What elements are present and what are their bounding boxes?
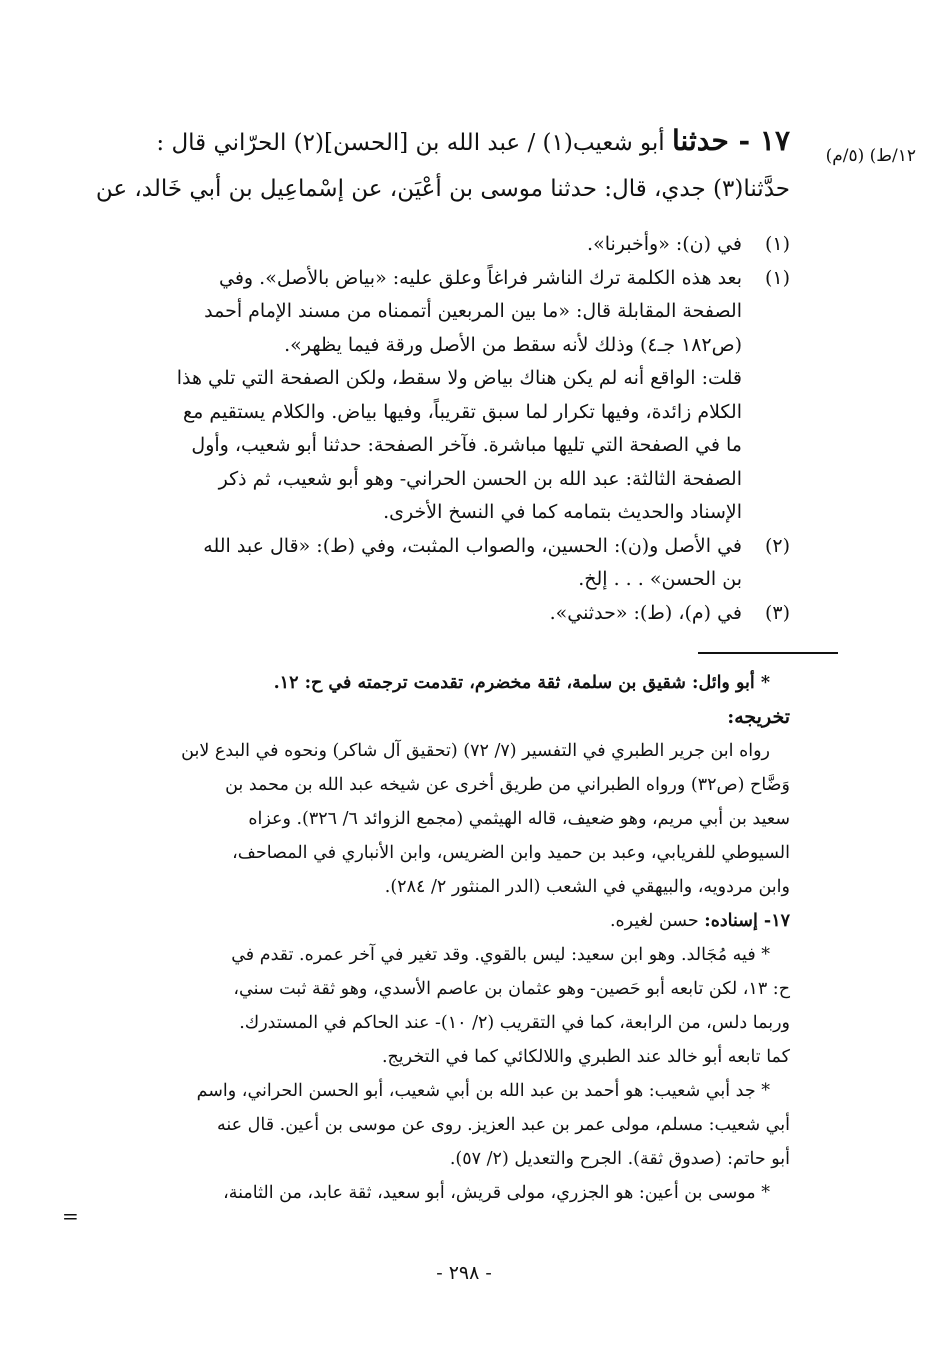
footnote-marker: (١)	[764, 266, 790, 289]
continuation-mark: =	[62, 1204, 79, 1228]
footnote-line: الكلام زائدة، وفيها تكرار لما سبق تقريباً، وفيها بياض. والكلام يستقيم مع	[183, 400, 742, 423]
hadith-line-1	[90, 118, 790, 166]
footnote-line: الصفحة الثالثة: عبد الله بن الحسن الحراني- وهو أبو شعيب، ثم ذكر	[218, 467, 742, 490]
takhrij-line: السيوطي للفريابي، وعبد بن حميد وابن الضريس، وابن الأنباري في المصاحف،	[232, 843, 790, 863]
footnote	[90, 262, 790, 530]
footnote-line: بن الحسن» . . . إلخ.	[578, 568, 742, 590]
footnote-line: في (ن): «وأخبرنا».	[587, 233, 742, 255]
footnote	[90, 597, 790, 631]
hadith-number: ١٧ - حدثنا	[672, 124, 790, 157]
footnote-line: الصفحة المقابلة قال: «ما بين المربعين أتممناه من مسند الإمام أحمد	[204, 300, 742, 322]
hadith-line-2: حدَّثنا(٣) جدي، قال: حدثنا موسى بن أعْيَن، عن إسْماعِيل بن أبي خَالد، عن	[95, 176, 790, 202]
isnad-grade: حسن لغيره.	[609, 911, 705, 931]
narrator-note-line: وربما دلس، من الرابعة، كما في التقريب (٢/ ١٠)- عند الحاكم في المستدرك.	[239, 1013, 790, 1033]
footnote-marker: (٢)	[764, 534, 790, 557]
section-divider	[698, 652, 838, 654]
hadith-line-1-text: أبو شعيب(١) / عبد الله بن [الحسن](٢) الحرّاني قال :	[156, 130, 665, 156]
footnote-line: ما في الصفحة التي تليها مباشرة. فآخر الصفحة: حدثنا أبو شعيب، وأول	[191, 434, 742, 456]
isnad-line	[90, 904, 790, 938]
footnote-line: في (م)، (ط): «حدثني».	[549, 601, 742, 624]
footnote-marker: (٣)	[764, 601, 790, 624]
takhrij-heading: تخريجه:	[727, 706, 790, 728]
footnote-line: قلت: الواقع أنه لم يكن هناك بياض ولا سقط، ولكن الصفحة التي تلي هذا	[176, 367, 742, 389]
narrator-note-line: أبو حاتم: (صدوق ثقة). الجرح والتعديل (٢/ ٥٧).	[449, 1149, 790, 1169]
takhrij-line: وَضَّاح (ص٣٢) ورواه الطبراني من طريق أخرى عن شيخه عبد الله بن محمد بن	[225, 775, 790, 795]
commentary	[90, 666, 790, 1210]
narrator-note-line: أبي شعيب: مسلم، مولى عمر بن عبد العزيز. روى عن موسى بن أعين. قال عنه	[217, 1115, 790, 1135]
footnote	[90, 530, 790, 597]
hadith-main-text	[90, 118, 790, 212]
page-number: - ٢٩٨ -	[436, 1262, 492, 1284]
footnote-line: في الأصل و(ن): الحسين، والصواب المثبت، وفي (ط): «قال عبد الله	[203, 534, 742, 557]
narrator-note-musa: * موسى بن أعين: هو الجزري، مولى قريش، أبو سعيد، ثقة عابد، من الثامنة،	[223, 1183, 770, 1203]
footnote	[90, 228, 790, 262]
footnote-line: الإسناد والحديث بتمامه كما في النسخ الأخرى.	[383, 501, 742, 523]
margin-reference: ١٢/ط) (٥/م)	[825, 146, 916, 166]
narrator-note-line: * جد أبي شعيب: هو أحمد بن عبد الله بن أبي شعيب، أبو الحسن الحراني، واسم	[196, 1081, 770, 1101]
isnad-label: ١٧- إسناده:	[704, 911, 790, 931]
footnote-line: (ص١٨٢ جـ٤) وذلك لأنه سقط من الأصل ورقة فيما يظهر».	[284, 333, 742, 356]
footnotes	[90, 228, 790, 630]
takhrij-line: وابن مردويه، والبيهقي في الشعب (الدر المنثور ٢/ ٢٨٤).	[384, 877, 790, 897]
narrator-note-abu-wail: * أبو وائل: شقيق بن سلمة، ثقة مخضرم، تقدمت ترجمته في ح: ١٢.	[273, 673, 770, 693]
takhrij-line: رواه ابن جرير الطبري في التفسير (٧/ ٧٢) (تحقيق آل شاكر) ونحوه في البدع لابن	[181, 741, 770, 761]
takhrij-line: سعيد بن أبي مريم، وهو ضعيف، قاله الهيثمي (مجمع الزوائد ٦/ ٣٢٦). وعزاه	[248, 809, 790, 829]
narrator-note-line: ح: ١٣، لكن تابعه أبو حَصين- وهو عثمان بن عاصم الأسدي، وهو ثقة ثبت سني،	[233, 979, 790, 999]
narrator-note-line: * فيه مُجَالد. وهو ابن سعيد: ليس بالقوي. وقد تغير في آخر عمره. تقدم في	[231, 945, 770, 965]
footnote-marker: (١)	[764, 233, 790, 255]
footnote-line: بعد هذه الكلمة ترك الناشر فراغاً وعلق عليه: «بياض بالأصل». وفي	[219, 266, 742, 289]
narrator-note-line: كما تابعه أبو خالد عند الطبري واللالكائي كما في التخريج.	[381, 1047, 790, 1067]
